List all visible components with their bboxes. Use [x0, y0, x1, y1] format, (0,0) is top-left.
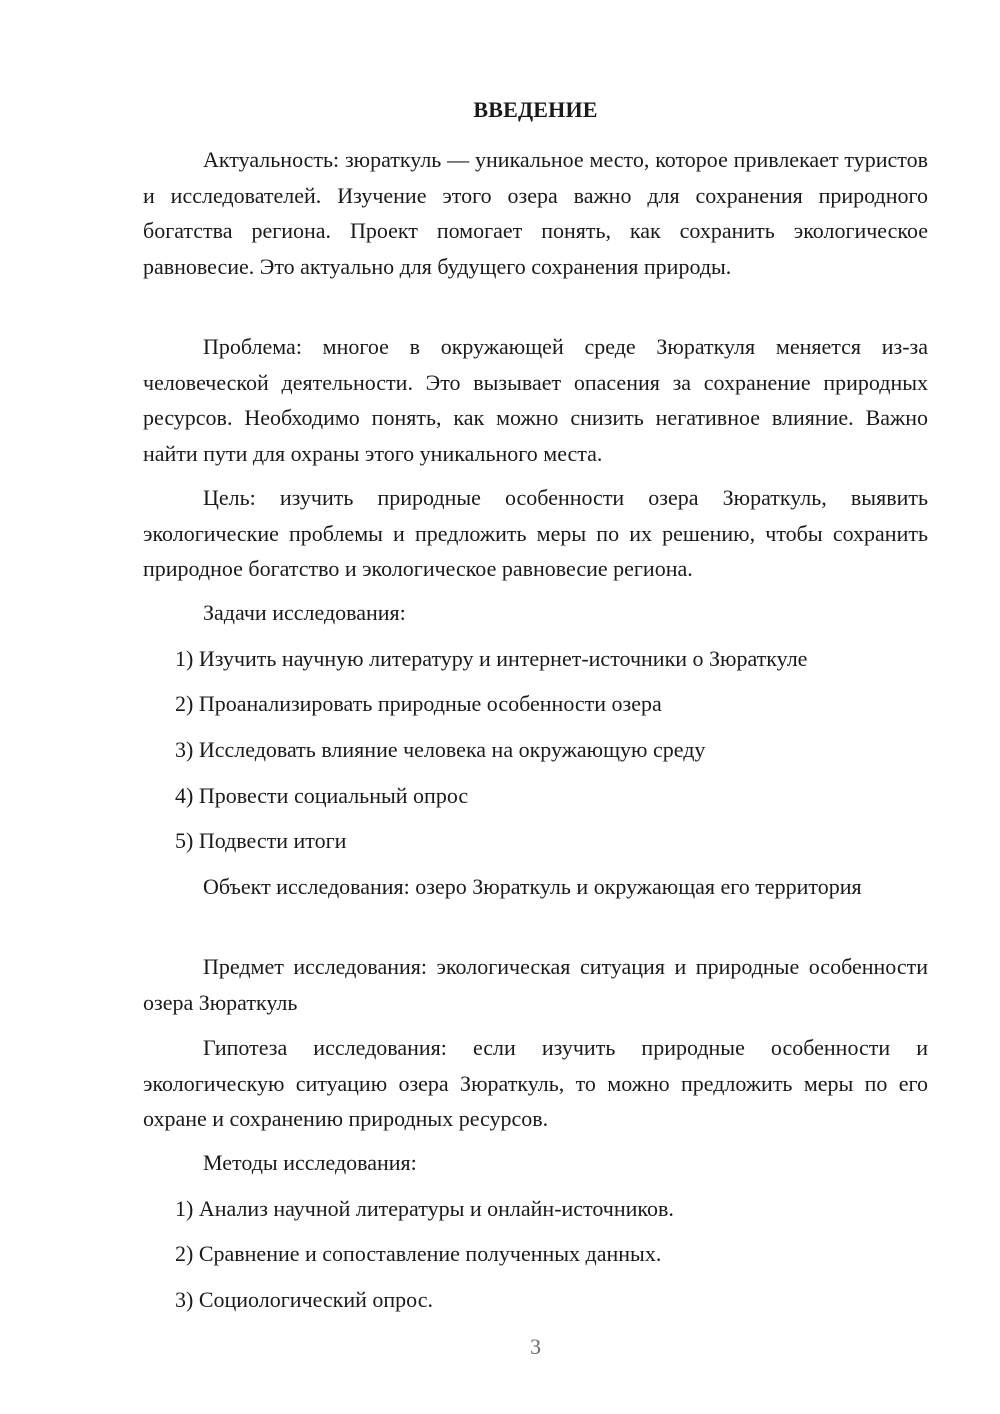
- page-title: ВВЕДЕНИЕ: [473, 97, 598, 122]
- list-item: 2) Проанализировать природные особенности озера: [175, 691, 662, 716]
- page-number: 3: [530, 1334, 541, 1359]
- tasks-title: Задачи исследования:: [203, 600, 406, 625]
- paragraph-relevance: Актуальность: зюраткуль — уникальное место, которое привлекает туристов и исследователей. Изучение этого озера важно для сохранения природного богатства региона. Проект помогает понять, как сохранить экологическое равновесие. Это актуально для будущего сохранения природы.: [143, 147, 928, 279]
- paragraph-subject: Предмет исследования: экологическая ситуация и природные особенности озера Зюраткуль: [143, 954, 928, 1015]
- methods-title: Методы исследования:: [203, 1150, 417, 1175]
- list-item: 3) Исследовать влияние человека на окружающую среду: [175, 737, 706, 762]
- list-item: 5) Подвести итоги: [175, 828, 347, 853]
- list-item: 1) Изучить научную литературу и интернет-источники о Зюраткуле: [175, 646, 808, 671]
- list-item: 4) Провести социальный опрос: [175, 783, 469, 808]
- paragraph-object: Объект исследования: озеро Зюраткуль и окружающая его территория: [203, 874, 862, 899]
- paragraph-hypothesis: Гипотеза исследования: если изучить природные особенности и экологическую ситуацию озера Зюраткуль, то можно предложить меры по его охране и сохранению природных ресурсов.: [143, 1035, 928, 1131]
- list-item: 1) Анализ научной литературы и онлайн-источников.: [175, 1196, 674, 1221]
- list-item: 3) Социологический опрос.: [175, 1287, 433, 1312]
- paragraph-problem: Проблема: многое в окружающей среде Зюраткуля меняется из-за человеческой деятельности. Это вызывает опасения за сохранение природных ресурсов. Необходимо понять, как можно снизить негативное влияние. Важно найти пути для охраны этого уникального места.: [143, 334, 928, 466]
- paragraph-goal: Цель: изучить природные особенности озера Зюраткуль, выявить экологические проблемы и предложить меры по их решению, чтобы сохранить природное богатство и экологическое равновесие региона.: [143, 485, 928, 581]
- list-item: 2) Сравнение и сопоставление полученных данных.: [175, 1241, 662, 1266]
